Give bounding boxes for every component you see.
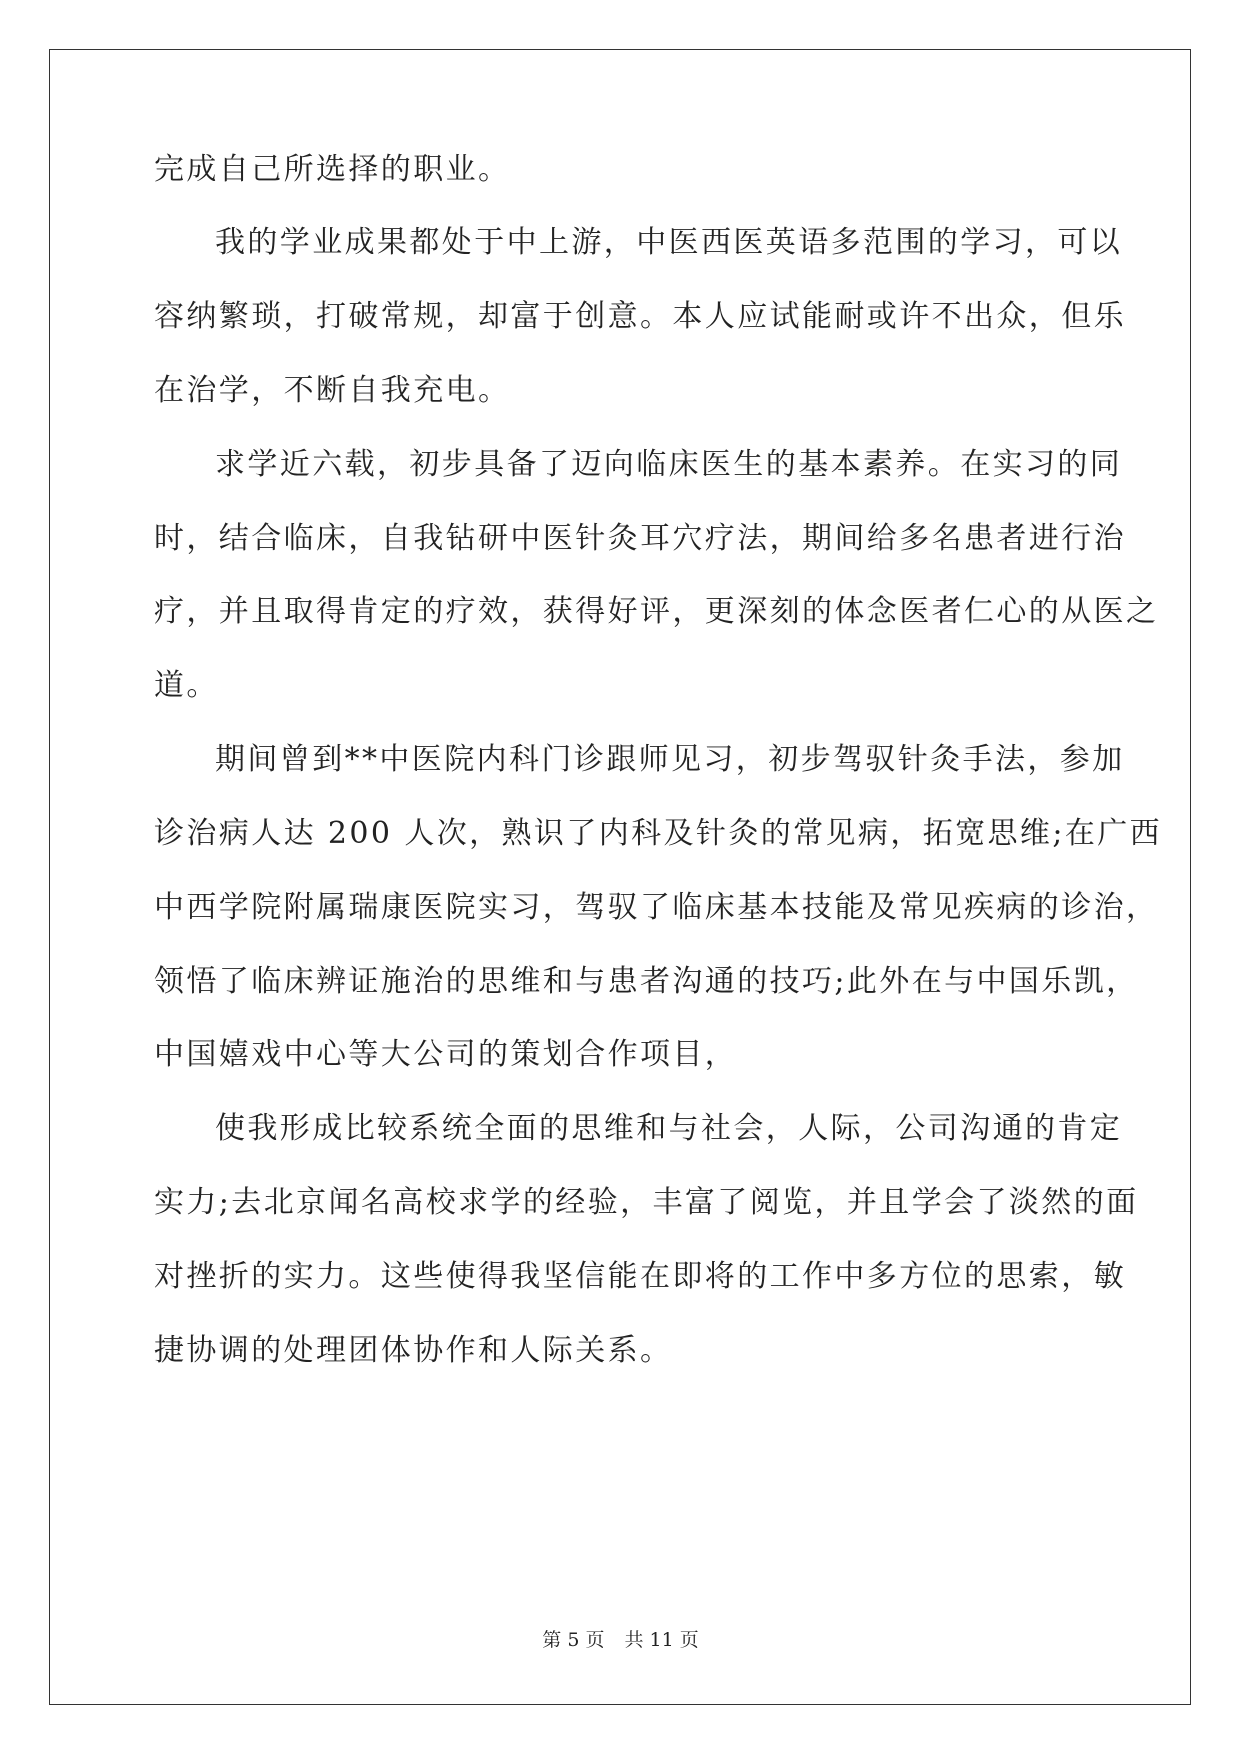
text-line: 中国嬉戏中心等大公司的策划合作项目， [154,1037,738,1072]
paragraph-first-line: 期间曾到**中医院内科门诊跟师见习，初步驾驭针灸手法，参加 [215,742,1125,777]
page-number: 第 5 页 [542,1629,605,1651]
text-line: 完成自己所选择的职业。 [154,152,511,187]
text-line: 对挫折的实力。这些使得我坚信能在即将的工作中多方位的思索，敏 [154,1259,1126,1294]
text-line: 在治学，不断自我充电。 [154,373,511,408]
page-footer [0,1628,1241,1652]
text-line: 疗，并且取得肯定的疗效，获得好评，更深刻的体念医者仁心的从医之 [154,594,1159,629]
paragraph-first-line: 我的学业成果都处于中上游，中医西医英语多范围的学习，可以 [215,225,1123,260]
page-total: 共 11 页 [624,1629,699,1651]
paragraph-first-line: 求学近六载，初步具备了迈向临床医生的基本素养。在实习的同 [215,447,1123,482]
text-line: 捷协调的处理团体协作和人际关系。 [154,1333,673,1368]
text-line: 容纳繁琐，打破常规，却富于创意。本人应试能耐或许不出众，但乐 [154,299,1126,334]
text-line: 道。 [154,668,219,703]
text-line: 中西学院附属瑞康医院实习，驾驭了临床基本技能及常见疾病的诊治， [154,890,1159,925]
text-line: 实力;去北京闻名高校求学的经验，丰富了阅览，并且学会了淡然的面 [154,1185,1139,1220]
text-line: 诊治病人达 200 人次，熟识了内科及针灸的常见病，拓宽思维;在广西 [154,816,1163,851]
paragraph-first-line: 使我形成比较系统全面的思维和与社会，人际，公司沟通的肯定 [215,1111,1123,1146]
text-line: 时，结合临床，自我钻研中医针灸耳穴疗法，期间给多名患者进行治 [154,521,1126,556]
text-line: 领悟了临床辨证施治的思维和与患者沟通的技巧;此外在与中国乐凯， [154,964,1139,999]
